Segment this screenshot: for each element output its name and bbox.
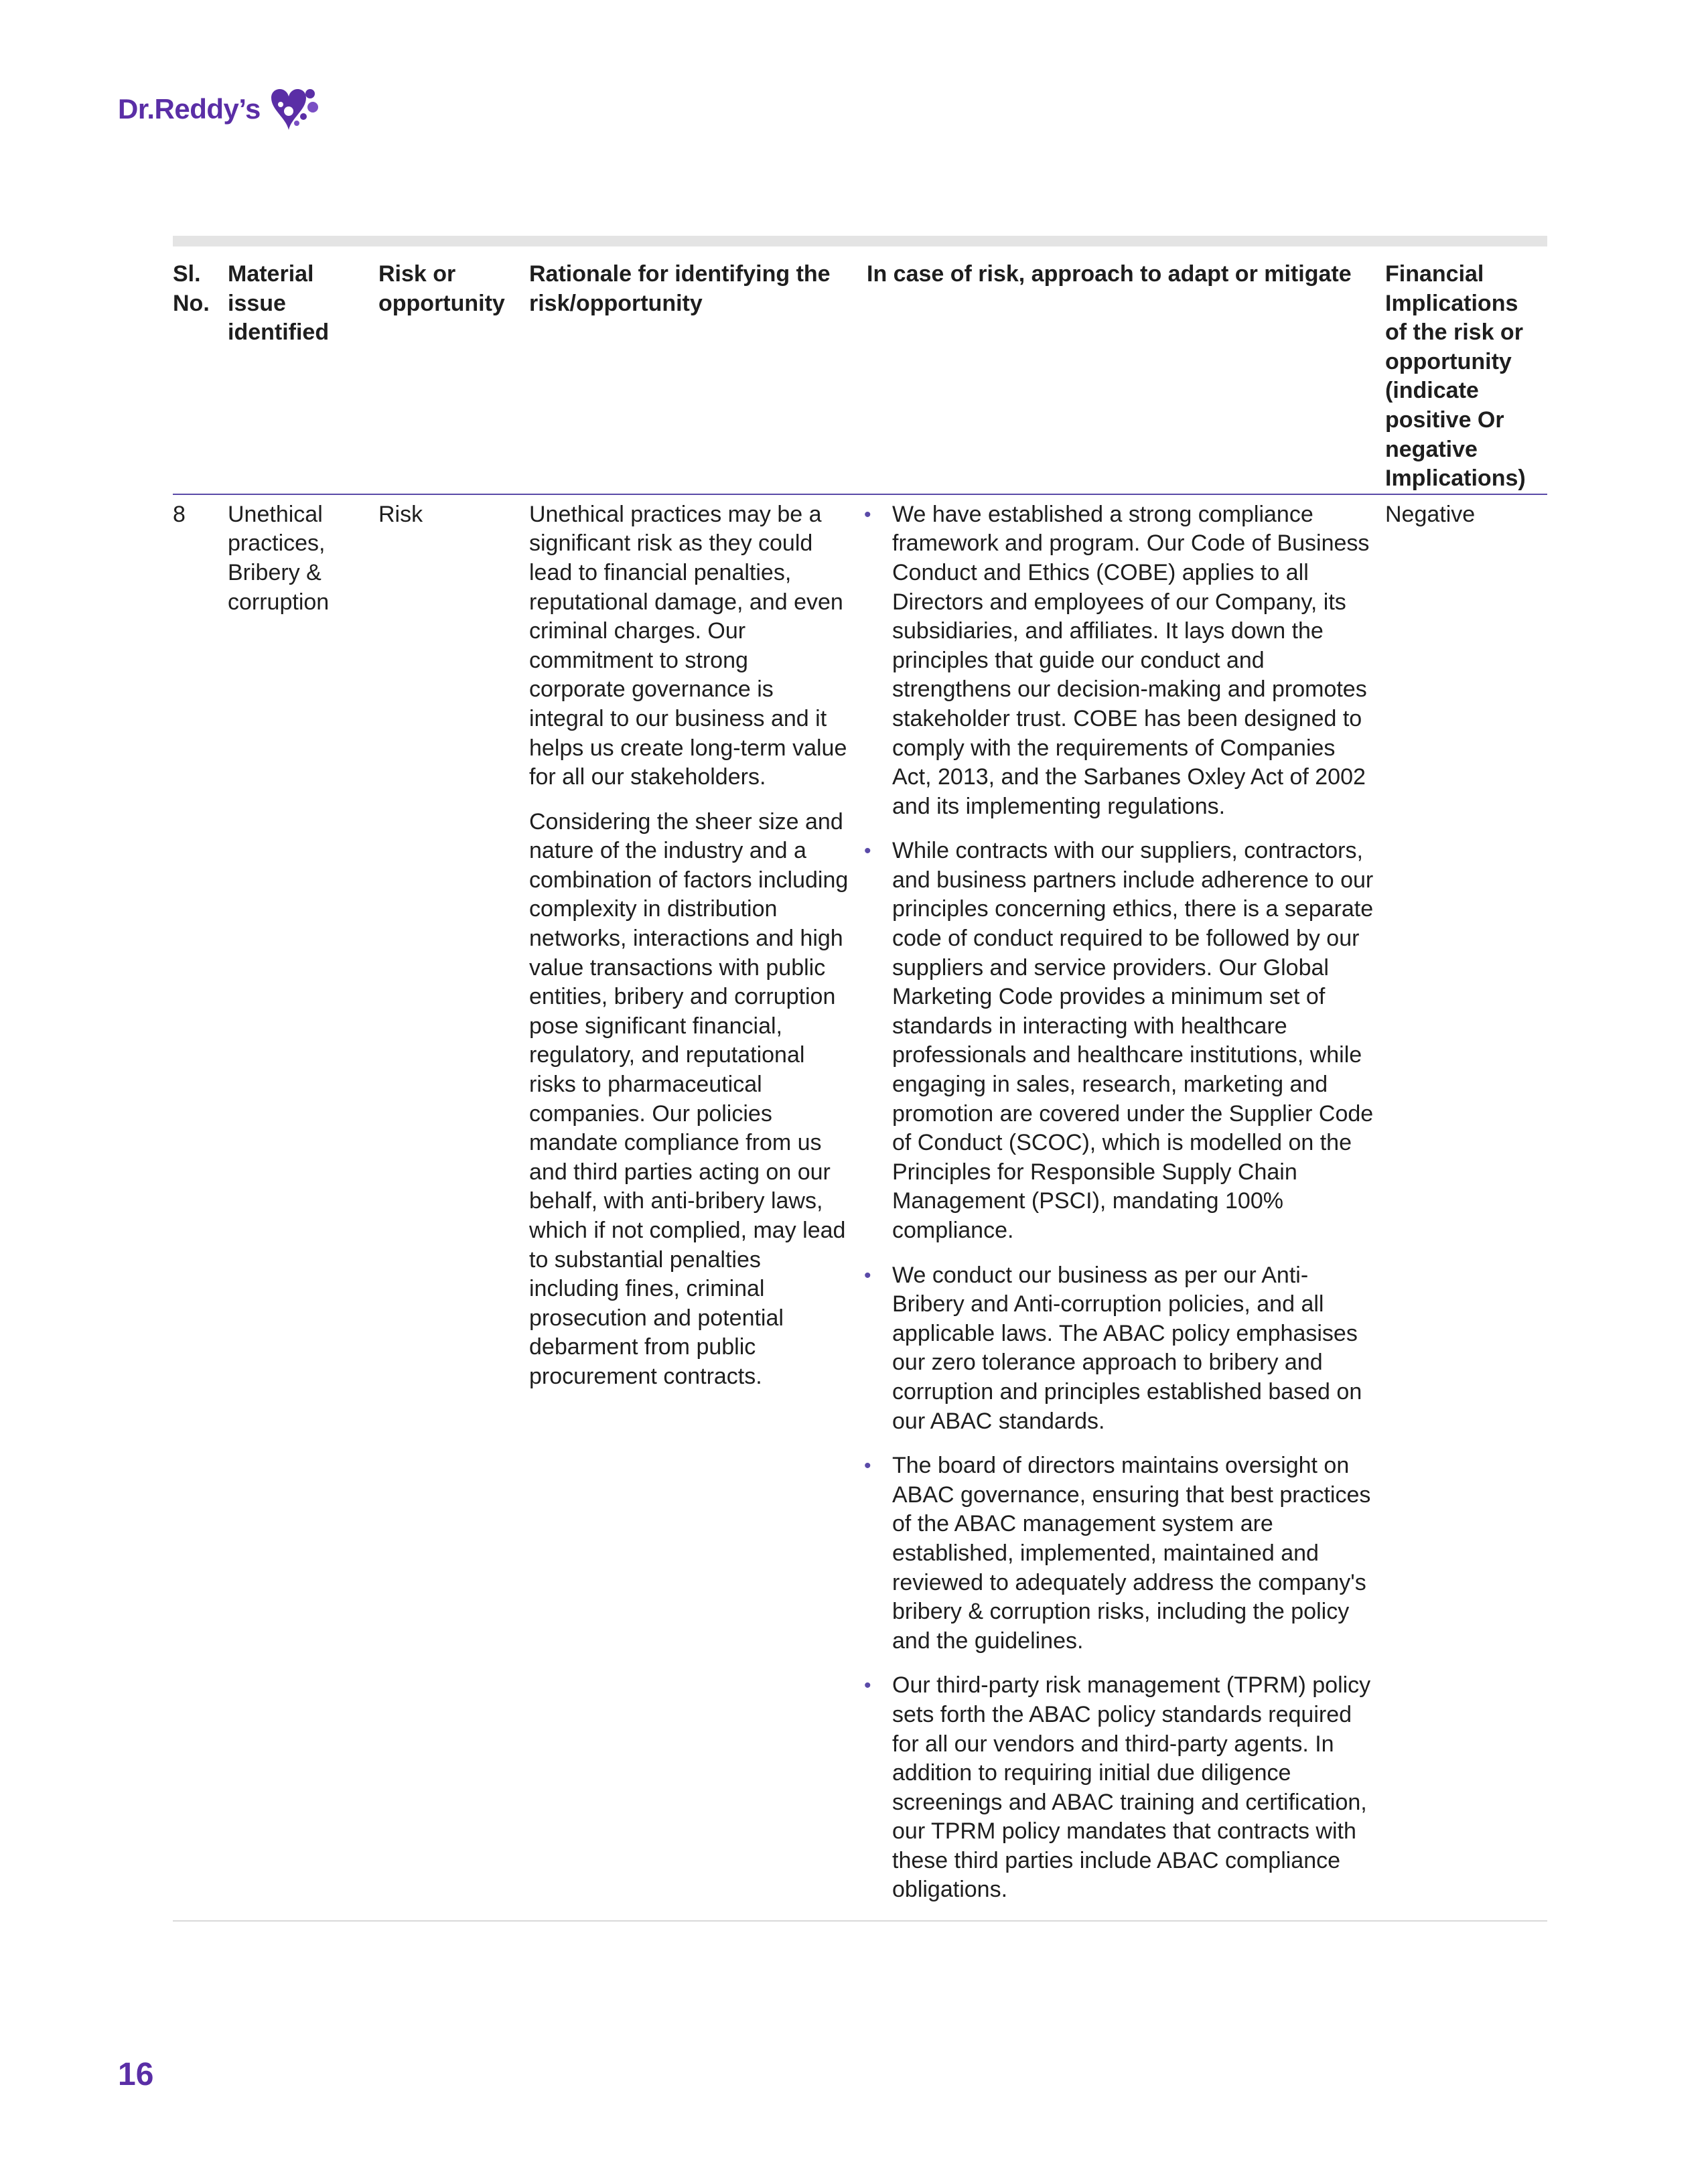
cell-material-issue: Unethical practices, Bribery & corruption (228, 501, 330, 615)
approach-bullet-text: We have established a strong compliance framework and program. Our Code of Business Conduct and Ethics (COBE) applies to all Directors and employees of our Company, its subsidiaries, and affiliates. It lays down the principles that guide our conduct and strengthens our decision-making and promotes stakeholder trust. COBE has been designed to comply with the requirements of Companies Act, 2013, and the Sarbanes Oxley Act of 2002 and its implementing regulations. (892, 501, 1370, 819)
cell-risk-or-opportunity: Risk (378, 501, 423, 527)
table-top-rule (173, 236, 1547, 246)
header-approach: In case of risk, approach to adapt or mitigate (867, 261, 1352, 287)
logo-heart-dots-icon (266, 83, 319, 135)
bullet-dot-icon: • (864, 840, 871, 863)
approach-bullet-text: The board of directors maintains oversight on ABAC governance, ensuring that best practices of the ABAC management system are established, implemented, maintained and reviewed to adequately address the company's bribery & corruption risks, including the policy and the guidelines. (892, 1453, 1371, 1654)
approach-bullet-text: We conduct our business as per our Anti-Bribery and Anti-corruption policies, and all applicable laws. The ABAC policy emphasises our zero tolerance approach to bribery and corruption and principles established based on our ABAC standards. (892, 1262, 1362, 1434)
header-rationale: Rationale for identifying the risk/opportunity (529, 261, 831, 316)
cell-rationale (529, 494, 856, 1921)
header-risk-or-opportunity: Risk or opportunity (378, 261, 505, 316)
approach-bullet (856, 1261, 1378, 1437)
approach-bullet-text: Our third-party risk management (TPRM) policy sets forth the ABAC policy standards required for all our vendors and third-party agents. In addition to requiring initial due diligence screenings and ABAC training and certification, our TPRM policy mandates that contracts with these third parties include ABAC compliance obligations. (892, 1672, 1371, 1903)
page-number: 16 (118, 2057, 154, 2092)
cell-sl-no: 8 (173, 501, 186, 527)
approach-bullet-text: While contracts with our suppliers, contractors, and business partners include adherence to our principles concerning ethics, there is a separate code of conduct required to be followed by our suppliers and service providers. Our Global Marketing Code provides a minimum set of standards in interacting with healthcare professionals and healthcare institutions, while engaging in sales, research, marketing and promotion are covered under the Supplier Code of Conduct (SCOC), which is modelled on the Principles for Responsible Supply Chain Management (PSCI), mandating 100% compliance. (892, 838, 1374, 1243)
table-row (173, 494, 1547, 1921)
approach-bullet (856, 1671, 1378, 1905)
risk-table (173, 236, 1547, 1922)
header-financial-implications: Financial Implications of the risk or opportunity (indicate positive Or negative Implications) (1385, 261, 1526, 492)
company-logo (118, 79, 319, 139)
bullet-dot-icon: • (864, 503, 871, 526)
header-sl-no: Sl. No. (173, 261, 210, 316)
approach-bullet (856, 837, 1378, 1245)
cell-approach (856, 494, 1385, 1921)
bullet-dot-icon: • (864, 1674, 871, 1697)
rationale-paragraph: Considering the sheer size and nature of the industry and a combination of factors including complexity in distribution networks, interactions and high value transactions with public entities, bribery and corruption pose significant financial, regulatory, and reputational risks to pharmaceutical companies. Our policies mandate compliance from us and third parties acting on our behalf, with anti-bribery laws, which if not complied, may lead to substantial penalties including fines, criminal prosecution and potential debarment from public procurement contracts. (529, 808, 849, 1389)
approach-bullet (856, 1451, 1378, 1656)
header-material-issue: Material issue identified (228, 261, 330, 346)
bullet-dot-icon: • (864, 1264, 871, 1287)
rationale-paragraph: Unethical practices may be a significant risk as they could lead to financial penalties, reputational damage, and even criminal charges. Our commitment to strong corporate governance is integral to our business and it helps us create long-term value for all our stakeholders. (529, 501, 847, 790)
table-header-row (173, 246, 1547, 494)
logo-wordmark: Dr.Reddy’s (118, 93, 261, 125)
approach-bullet-list (856, 500, 1378, 1905)
cell-financial-implication: Negative (1385, 501, 1476, 527)
approach-bullet (856, 500, 1378, 822)
bullet-dot-icon: • (864, 1455, 871, 1478)
